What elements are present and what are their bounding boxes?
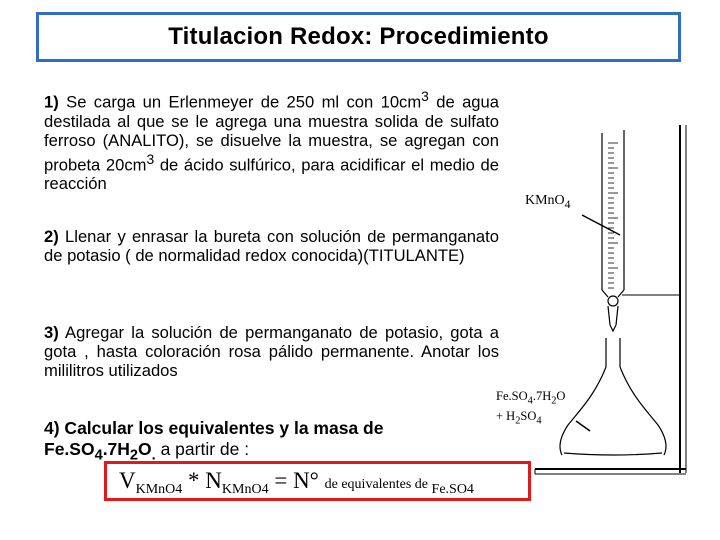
step-2 (44, 227, 499, 265)
flask-label-text: .7H (532, 389, 552, 403)
step-text: de ácido sulfúrico, para acidificar el medio de reacción (44, 155, 499, 194)
flask-label (496, 389, 565, 428)
formula-box (104, 461, 531, 501)
flask-label-line-2 (496, 409, 565, 429)
step-text: .7H (102, 439, 130, 459)
step-number: 4) (44, 418, 60, 438)
flask-label-text: Fe.SO (496, 389, 528, 403)
page-title: Titulacion Redox: Procedimiento (168, 23, 549, 50)
subscript: 4 (94, 447, 103, 464)
step-number: 3) (44, 323, 59, 342)
flask-label-text: SO (520, 408, 537, 423)
burette-label (525, 193, 571, 211)
step-number: 1) (44, 92, 59, 112)
subscript: 2 (551, 395, 557, 407)
step-1 (44, 87, 499, 193)
flask-label-line-1 (496, 389, 565, 409)
formula-v: V (119, 468, 136, 493)
step-text: Agregar la solución de permanganato de potasio, gota a gota , hasta coloración rosa pálido permanente. Anotar los mililitros utilizados (44, 323, 499, 380)
superscript: 3 (421, 88, 429, 104)
subscript: 4 (527, 395, 533, 407)
flask-pointer (576, 421, 590, 431)
step-text: a partir de : (155, 439, 250, 459)
step-3 (44, 323, 499, 380)
step-text: Calcular los equivalentes y la masa de Fe.SO (44, 418, 384, 459)
formula-rest: de equivalentes de (324, 477, 432, 492)
erlenmeyer-flask (560, 338, 666, 455)
superscript: 3 (146, 150, 155, 167)
flask-label-text: O (556, 389, 566, 403)
flask-label-text: + H (496, 408, 516, 423)
subscript: 4 (564, 197, 571, 211)
formula-n-sub: KMnO4 (221, 482, 269, 497)
formula-times: * (182, 468, 206, 493)
burette-label-text: KMnO (525, 193, 565, 208)
step-4 (44, 418, 464, 467)
burette-graduations (608, 143, 618, 288)
step-text: de agua destilada al que se le agrega una muestra solida de sulfato ferroso (ANALITO), se disuelve la muestra, se agregan con probeta 20cm (44, 92, 499, 175)
title-box (36, 12, 681, 62)
step-text: Llenar y enrasar la bureta con solución de permanganato de potasio ( de normalidad redox conocida)(TITULANTE) (44, 227, 499, 265)
step-text: O (138, 439, 152, 459)
titration-apparatus (500, 125, 700, 485)
step-number: 2) (44, 227, 59, 246)
formula-rest-sub: Fe.SO4 (431, 482, 474, 497)
subscript: 4 (536, 415, 542, 426)
step-text: Se carga un Erlenmeyer de 250 ml con 10cm (58, 92, 422, 112)
formula-equals: = N° (268, 468, 325, 493)
subscript: 2 (129, 447, 139, 464)
subscript: 2 (515, 415, 521, 426)
formula-v-sub: KMnO4 (135, 482, 183, 497)
formula-n: N (205, 468, 222, 493)
subscript: . (151, 447, 156, 464)
